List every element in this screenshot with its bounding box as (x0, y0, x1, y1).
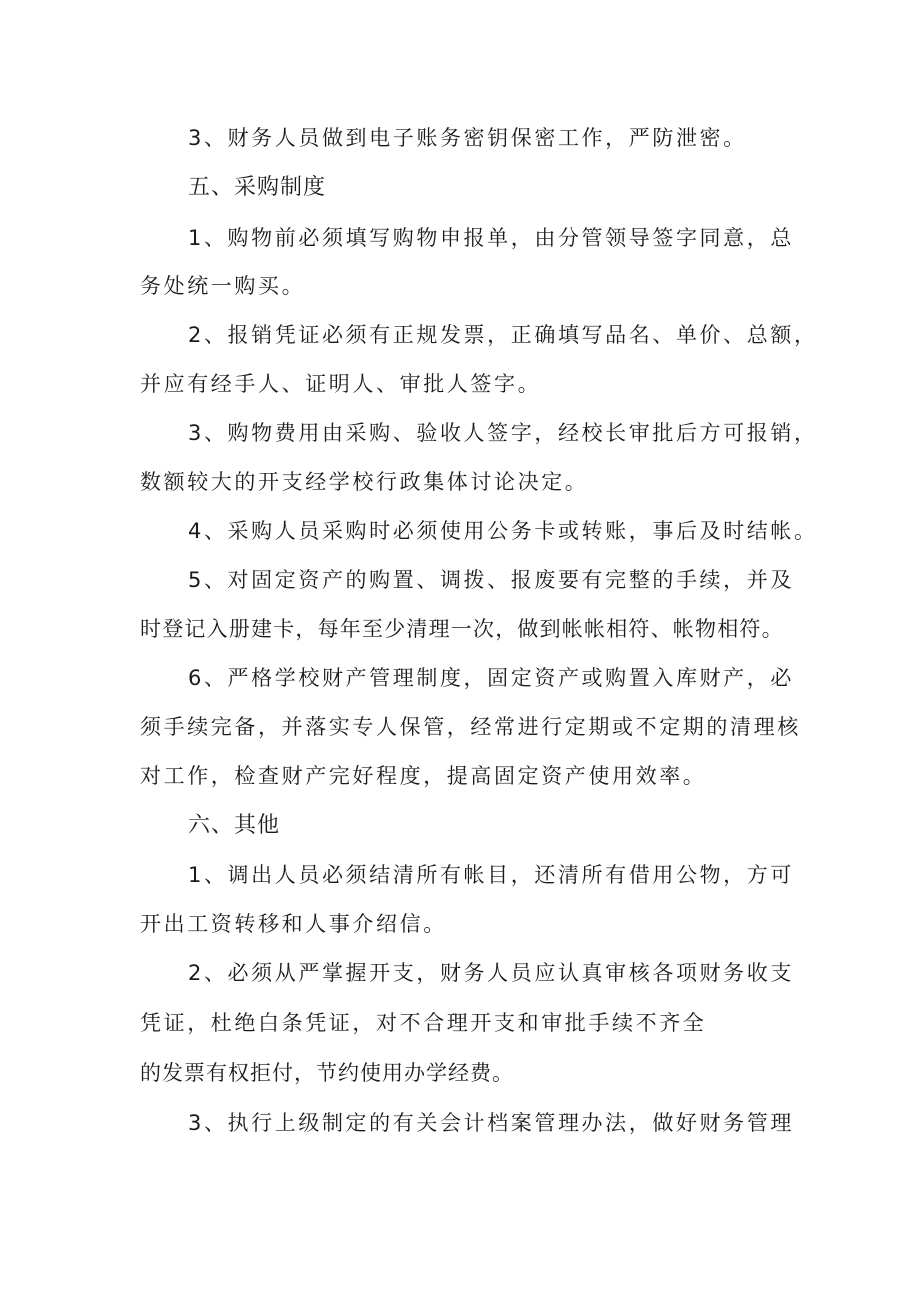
para-other-2-line3: 的发票有权拒付，节约使用办学经费。 (140, 1061, 514, 1085)
para-procure-6-line2: 须手续完备，并落实专人保管，经常进行定期或不定期的清理核 (140, 715, 801, 739)
para-procure-2-line1: 2、报销凭证必须有正规发票，正确填写品名、单价、总额， (188, 323, 818, 347)
para-procure-3-line2: 数额较大的开支经学校行政集体讨论决定。 (140, 470, 589, 494)
para-procure-5-line1: 5、对固定资产的购置、调拨、报废要有完整的手续，并及 (188, 568, 794, 592)
para-procure-4: 4、采购人员采购时必须使用公务卡或转账，事后及时结帐。 (188, 519, 818, 543)
para-other-2-line2: 凭证，杜绝白条凭证，对不合理开支和审批手续不齐全 (140, 1011, 707, 1035)
para-finance-3: 3、财务人员做到电子账务密钥保密工作，严防泄密。 (188, 126, 747, 150)
para-procure-5-line2: 时登记入册建卡，每年至少清理一次，做到帐帐相符、帐物相符。 (140, 617, 784, 641)
para-procure-1-line1: 1、购物前必须填写购物申报单，由分管领导签字同意，总 (188, 226, 794, 250)
para-procure-6-line1: 6、严格学校财产管理制度，固定资产或购置入库财产，必 (188, 666, 794, 690)
section-heading-other: 六、其他 (188, 813, 281, 838)
para-procure-3-line1: 3、购物费用由采购、验收人签字，经校长审批后方可报销， (188, 421, 818, 445)
para-procure-2-line2: 并应有经手人、证明人、审批人签字。 (140, 372, 542, 396)
para-other-2-line1: 2、必须从严掌握开支，财务人员应认真审核各项财务收支 (188, 961, 794, 985)
para-procure-1-line2: 务处统一购买。 (140, 274, 306, 298)
para-other-1-line1: 1、调出人员必须结清所有帐目，还清所有借用公物，方可 (188, 863, 794, 887)
para-other-3-line1: 3、执行上级制定的有关会计档案管理办法，做好财务管理 (188, 1111, 794, 1135)
section-heading-procurement: 五、采购制度 (188, 175, 327, 200)
para-procure-6-line3: 对工作，检查财产完好程度，提高固定资产使用效率。 (140, 764, 707, 788)
para-other-1-line2: 开出工资转移和人事介绍信。 (140, 912, 447, 936)
